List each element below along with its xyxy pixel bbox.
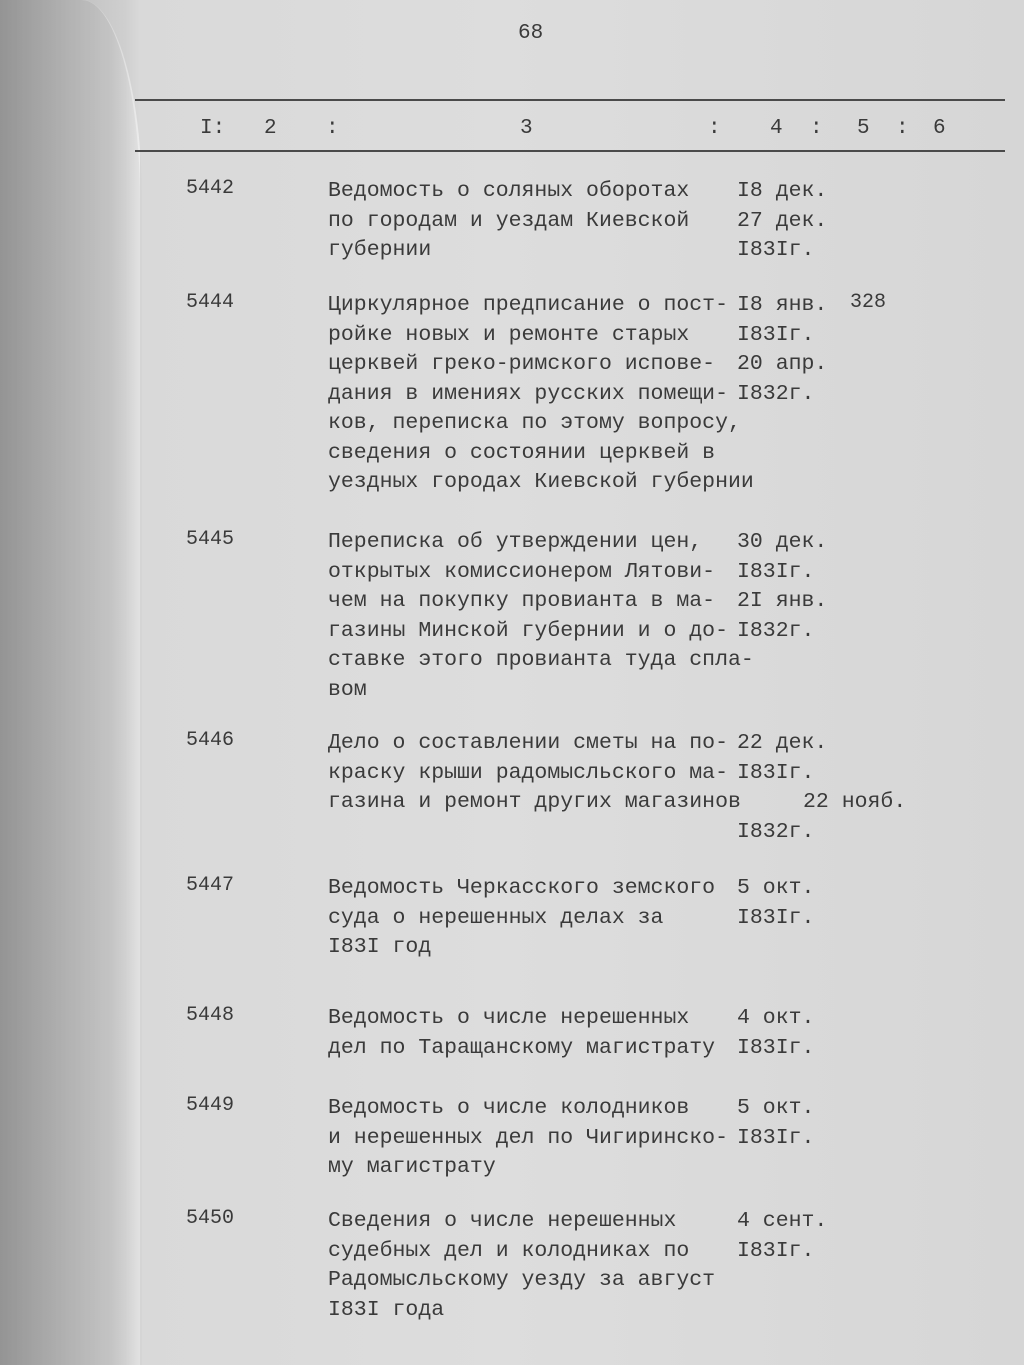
description-line: и нерешенных дел по Чигиринско- [328, 1125, 728, 1150]
date-line: 4 окт. [737, 1006, 815, 1030]
header-sep: : [708, 117, 721, 140]
date-line: I83Iг. [737, 559, 815, 584]
record-dates [737, 1004, 814, 1063]
description-line: ков, переписка по этому вопросу, [328, 411, 741, 435]
record-number: 5447 [186, 874, 235, 897]
description-line: дел по Таращанскому магистрату [328, 1035, 716, 1060]
description-line: Ведомость о числе колодников [328, 1096, 690, 1120]
date-line: I8 дек. [737, 179, 828, 203]
record-number: 5448 [186, 1004, 235, 1027]
record-dates [737, 291, 827, 409]
header-col: 4 [770, 117, 783, 140]
record-description [328, 1207, 715, 1325]
date-line: 27 дек. [737, 208, 828, 233]
record-description [328, 528, 754, 705]
date-line: I83Iг. [737, 238, 815, 262]
description-line: краску крыши радомысльского ма- [328, 760, 728, 785]
description-line: Сведения о числе нерешенных [328, 1209, 677, 1233]
date-line: I8 янв. [737, 293, 828, 317]
record-number: 5442 [186, 177, 235, 200]
description-line: по городам и уездам Киевской [328, 208, 690, 233]
record-dates [737, 1094, 814, 1153]
record-number: 5444 [186, 291, 235, 314]
record-dates [737, 874, 814, 933]
record-description [328, 291, 754, 498]
record-number: 5449 [186, 1094, 235, 1117]
record-description [328, 1094, 728, 1183]
description-line: церквей греко-римского испове- [328, 352, 716, 376]
description-line: Переписка об утверждении цен, [328, 530, 703, 554]
description-line: Дело о составлении сметы на по- [328, 731, 728, 755]
date-line: I83Iг. [737, 1238, 815, 1263]
date-line: I83Iг. [737, 1035, 815, 1060]
description-line: ройке новых и ремонте старых [328, 322, 690, 347]
date-line: 5 окт. [737, 876, 815, 900]
description-line: Циркулярное предписание о пост- [328, 293, 728, 317]
record-number: 5445 [186, 528, 235, 551]
description-line: I83I год [328, 935, 432, 959]
header-col: 3 [520, 117, 533, 140]
description-line: дания в имениях русских помещи- [328, 381, 728, 406]
date-line: I83Iг. [737, 905, 815, 930]
date-line: 22 дек. [737, 731, 828, 755]
description-line: чем на покупку провианта в ма- [328, 589, 716, 613]
record-dates [737, 1207, 827, 1266]
sheet-count: 328 [850, 291, 887, 314]
description-line: суда о нерешенных делах за [328, 905, 664, 930]
record-dates [737, 528, 827, 646]
header-col: I: [200, 117, 226, 140]
description-line: судебных дел и колодниках по [328, 1238, 690, 1263]
date-line: I83Iг. [737, 760, 815, 785]
date-line: 5 окт. [737, 1096, 815, 1120]
record-description [328, 1004, 715, 1063]
record-description [328, 177, 689, 266]
description-line: Ведомость о соляных оборотах [328, 179, 690, 203]
description-line: газины Минской губернии и о до- [328, 618, 728, 643]
description-line: открытых комиссионером Лятови- [328, 559, 716, 584]
record-description [328, 729, 741, 818]
date-line: 2I янв. [737, 589, 828, 613]
record-description [328, 874, 715, 963]
header-sep: : [326, 117, 339, 140]
header-col: 6 [933, 117, 946, 140]
description-line: губернии [328, 238, 432, 262]
date-line: 4 сент. [737, 1209, 828, 1233]
header-col: 2 [264, 117, 277, 140]
record-number: 5446 [186, 729, 235, 752]
description-line: газина и ремонт других магазинов [328, 790, 741, 814]
description-line: Ведомость Черкасского земского [328, 876, 716, 900]
description-line: му магистрату [328, 1155, 496, 1179]
page-number: 68 [518, 22, 544, 45]
record-dates [737, 177, 827, 266]
left-page-edge [0, 0, 142, 1365]
description-line: Радомысльскому уезду за август [328, 1268, 716, 1292]
description-line: ставке этого провианта туда спла- [328, 648, 754, 672]
date-line: I83Iг. [737, 322, 815, 347]
header-bottom-rule [135, 150, 1005, 152]
date-line: 22 нояб. [803, 790, 907, 814]
description-line: Ведомость о числе нерешенных [328, 1006, 690, 1030]
date-line: 20 апр. [737, 352, 828, 376]
header-sep: : [896, 117, 909, 140]
date-line: I83Iг. [737, 1125, 815, 1150]
header-col: 5 [857, 117, 870, 140]
description-line: сведения о состоянии церквей в [328, 440, 716, 465]
header-top-rule [135, 99, 1005, 101]
date-line: I832г. [737, 381, 815, 406]
date-line: 30 дек. [737, 530, 828, 554]
date-line: I832г. [737, 618, 815, 643]
description-line: уездных городах Киевской губернии [328, 470, 754, 494]
record-dates [737, 729, 906, 847]
date-line: I832г. [737, 819, 815, 844]
description-line: вом [328, 677, 367, 702]
description-line: I83I года [328, 1297, 445, 1322]
header-sep: : [810, 117, 823, 140]
record-number: 5450 [186, 1207, 235, 1230]
